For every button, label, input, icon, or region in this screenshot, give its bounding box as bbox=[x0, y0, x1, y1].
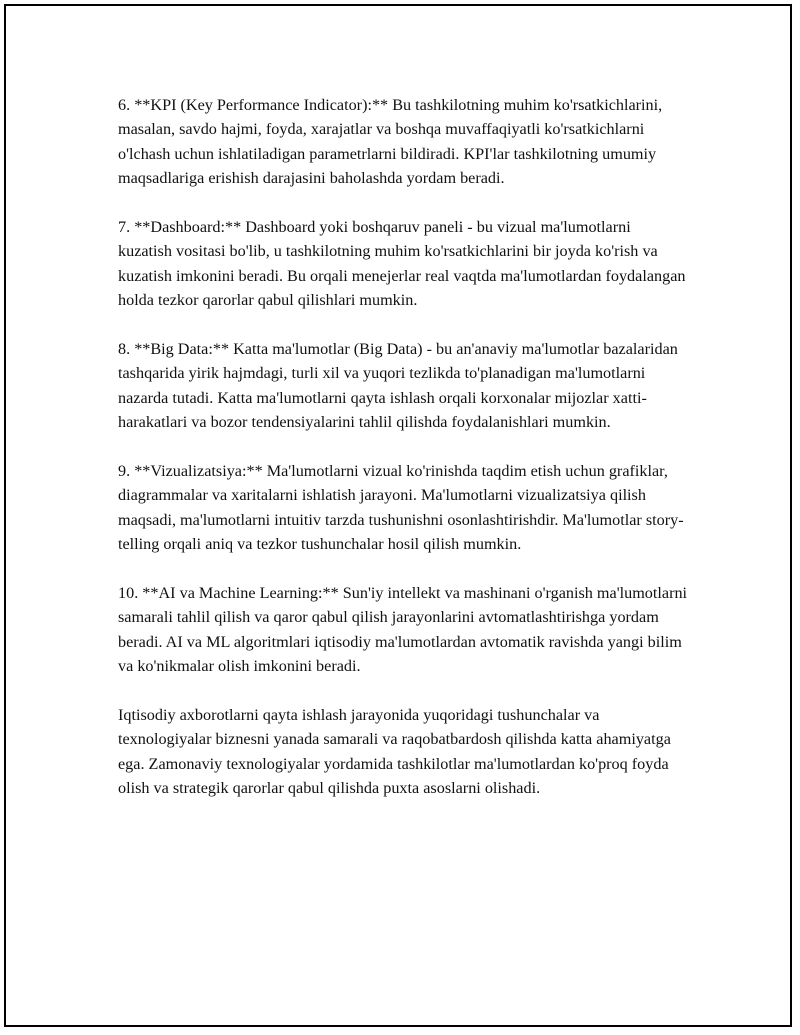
paragraph-dashboard: 7. **Dashboard:** Dashboard yoki boshqaruv paneli - bu vizual ma'lumotlarni kuzatish vositasi bo'lib, u tashkilotning muhim ko'rsatkichlarini bir joyda ko'rish va kuzatish imkonini beradi. Bu orqali menejerlar real vaqtda ma'lumotlardan foydalangan holda tezkor qarorlar qabul qilishlari mumkin. bbox=[118, 218, 686, 310]
paragraph-vizualizatsiya: 9. **Vizualizatsiya:** Ma'lumotlarni vizual ko'rinishda taqdim etish uchun grafiklar, diagrammalar va xaritalarni ishlatish jarayoni. Ma'lumotlarni vizualizatsiya qilish maqsadi, ma'lumotlarni intuitiv tarzda tushunishni osonlashtirishdir. Ma'lumotlar story-telling orqali aniq va tezkor tushunchalar hosil qilish mumkin. bbox=[118, 462, 684, 554]
paragraph-ai-ml: 10. **AI va Machine Learning:** Sun'iy intellekt va mashinani o'rganish ma'lumotlarni samarali tahlil qilish va qaror qabul qilish jarayonlarini avtomatlashtirishga yordam beradi. AI va ML algoritmlari iqtisodiy ma'lumotlardan avtomatik ravishda yangi bilim va ko'nikmalar olish imkonini beradi. bbox=[118, 584, 688, 676]
document-body bbox=[118, 93, 688, 825]
paragraph-kpi: 6. **KPI (Key Performance Indicator):** Bu tashkilotning muhim ko'rsatkichlarini, masalan, savdo hajmi, foyda, xarajatlar va boshqa muvaffaqiyatli ko'rsatkichlarni o'lchash uchun ishlatiladigan parametrlarni bildiradi. KPI'lar tashkilotning umumiy maqsadlariga erishish darajasini baholashda yordam beradi. bbox=[118, 96, 663, 188]
paragraph-big-data: 8. **Big Data:** Katta ma'lumotlar (Big Data) - bu an'anaviy ma'lumotlar bazalaridan tashqarida yirik hajmdagi, turli xil va yuqori tezlikda to'planadigan ma'lumotlarni nazarda tutadi. Katta ma'lumotlarni qayta ishlash orqali korxonalar mijozlar xatti-harakatlari va bozor tendensiyalarini tahlil qilishda foydalanishlari mumkin. bbox=[118, 340, 678, 432]
paragraph-conclusion: Iqtisodiy axborotlarni qayta ishlash jarayonida yuqoridagi tushunchalar va texnologiyalar biznesni yanada samarali va raqobatbardosh qilishda katta ahamiyatga ega. Zamonaviy texnologiyalar yordamida tashkilotlar ma'lumotlardan ko'proq foyda olish va strategik qarorlar qabul qilishda puxta asoslarni olishadi. bbox=[118, 706, 671, 798]
